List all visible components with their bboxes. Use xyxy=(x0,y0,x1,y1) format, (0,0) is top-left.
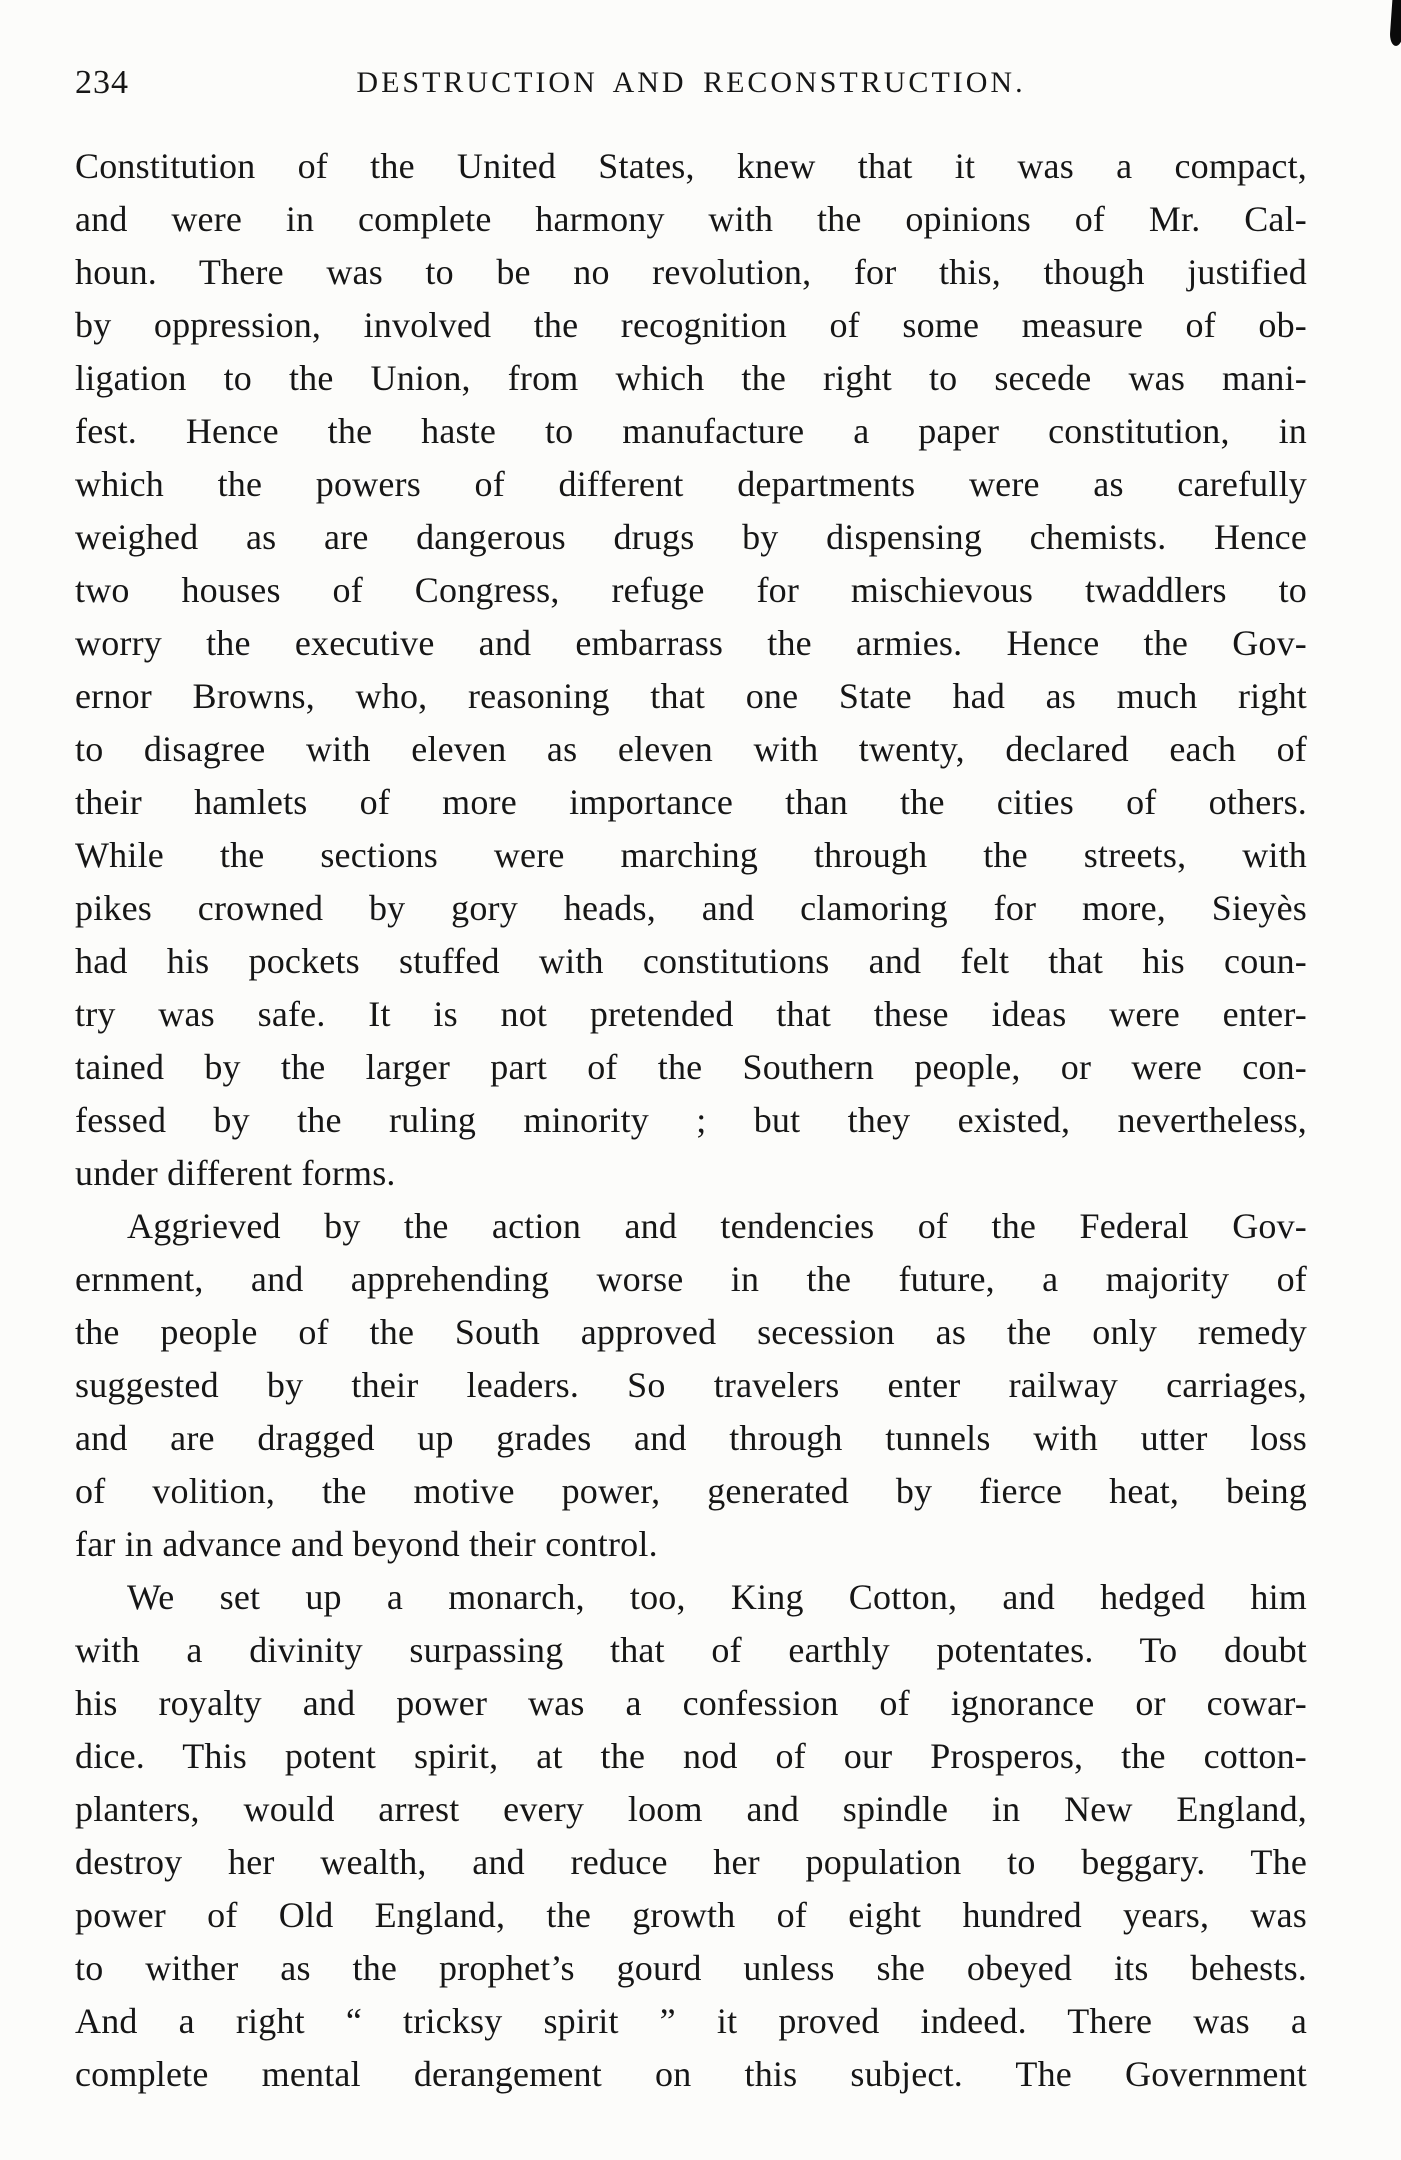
text-line: And a right “ tricksy spirit ” it proved indeed. There was a xyxy=(75,2001,1307,2041)
text-line: to wither as the prophet’s gourd unless she obeyed its behests. xyxy=(75,1948,1307,1988)
text-line: weighed as are dangerous drugs by dispensing chemists. Hence xyxy=(75,517,1307,557)
page-number: 234 xyxy=(75,64,129,101)
text-line: complete mental derangement on this subject. The Government xyxy=(75,2054,1307,2094)
text-line: We set up a monarch, too, King Cotton, and hedged him xyxy=(127,1577,1307,1617)
text-line: ernor Browns, who, reasoning that one State had as much right xyxy=(75,676,1307,716)
text-line: with a divinity surpassing that of earthly potentates. To doubt xyxy=(75,1630,1307,1670)
text-line: Aggrieved by the action and tendencies of the Federal Gov- xyxy=(127,1206,1307,1246)
text-line: had his pockets stuffed with constitutions and felt that his coun- xyxy=(75,941,1307,981)
page-content xyxy=(75,62,1307,2101)
text-line: Constitution of the United States, knew that it was a compact, xyxy=(75,146,1307,186)
text-line: destroy her wealth, and reduce her population to beggary. The xyxy=(75,1842,1307,1882)
text-line: While the sections were marching through the streets, with xyxy=(75,835,1307,875)
text-line: far in advance and beyond their control. xyxy=(75,1524,658,1564)
text-line: fest. Hence the haste to manufacture a paper constitution, in xyxy=(75,411,1307,451)
text-line: dice. This potent spirit, at the nod of our Prosperos, the cotton- xyxy=(75,1736,1307,1776)
text-line: worry the executive and embarrass the armies. Hence the Gov- xyxy=(75,623,1307,663)
text-line: of volition, the motive power, generated by fierce heat, being xyxy=(75,1471,1307,1511)
page-body xyxy=(75,140,1307,2101)
paragraph xyxy=(75,140,1307,1200)
text-line: ligation to the Union, from which the right to secede was mani- xyxy=(75,358,1307,398)
paragraph xyxy=(75,1200,1307,1571)
text-line: houn. There was to be no revolution, for this, though justified xyxy=(75,252,1307,292)
text-line: his royalty and power was a confession of ignorance or cowar- xyxy=(75,1683,1307,1723)
text-line: power of Old England, the growth of eight hundred years, was xyxy=(75,1895,1307,1935)
text-line: suggested by their leaders. So travelers enter railway carriages, xyxy=(75,1365,1307,1405)
page-header xyxy=(75,62,1307,106)
scan-artifact-mark xyxy=(1389,0,1401,46)
text-line: tained by the larger part of the Southern people, or were con- xyxy=(75,1047,1307,1087)
text-line: their hamlets of more importance than the cities of others. xyxy=(75,782,1307,822)
paragraph xyxy=(75,1571,1307,2101)
text-line: pikes crowned by gory heads, and clamoring for more, Sieyès xyxy=(75,888,1307,928)
text-line: ernment, and apprehending worse in the future, a majority of xyxy=(75,1259,1307,1299)
text-line: the people of the South approved secession as the only remedy xyxy=(75,1312,1307,1352)
text-line: fessed by the ruling minority ; but they existed, nevertheless, xyxy=(75,1100,1307,1140)
text-line: which the powers of different departments were as carefully xyxy=(75,464,1307,504)
text-line: planters, would arrest every loom and spindle in New England, xyxy=(75,1789,1307,1829)
text-line: two houses of Congress, refuge for mischievous twaddlers to xyxy=(75,570,1307,610)
text-line: and are dragged up grades and through tunnels with utter loss xyxy=(75,1418,1307,1458)
running-title: DESTRUCTION AND RECONSTRUCTION. xyxy=(356,66,1026,99)
text-line: under different forms. xyxy=(75,1153,396,1193)
text-line: and were in complete harmony with the opinions of Mr. Cal- xyxy=(75,199,1307,239)
text-line: to disagree with eleven as eleven with twenty, declared each of xyxy=(75,729,1307,769)
text-line: try was safe. It is not pretended that these ideas were enter- xyxy=(75,994,1307,1034)
text-line: by oppression, involved the recognition of some measure of ob- xyxy=(75,305,1307,345)
